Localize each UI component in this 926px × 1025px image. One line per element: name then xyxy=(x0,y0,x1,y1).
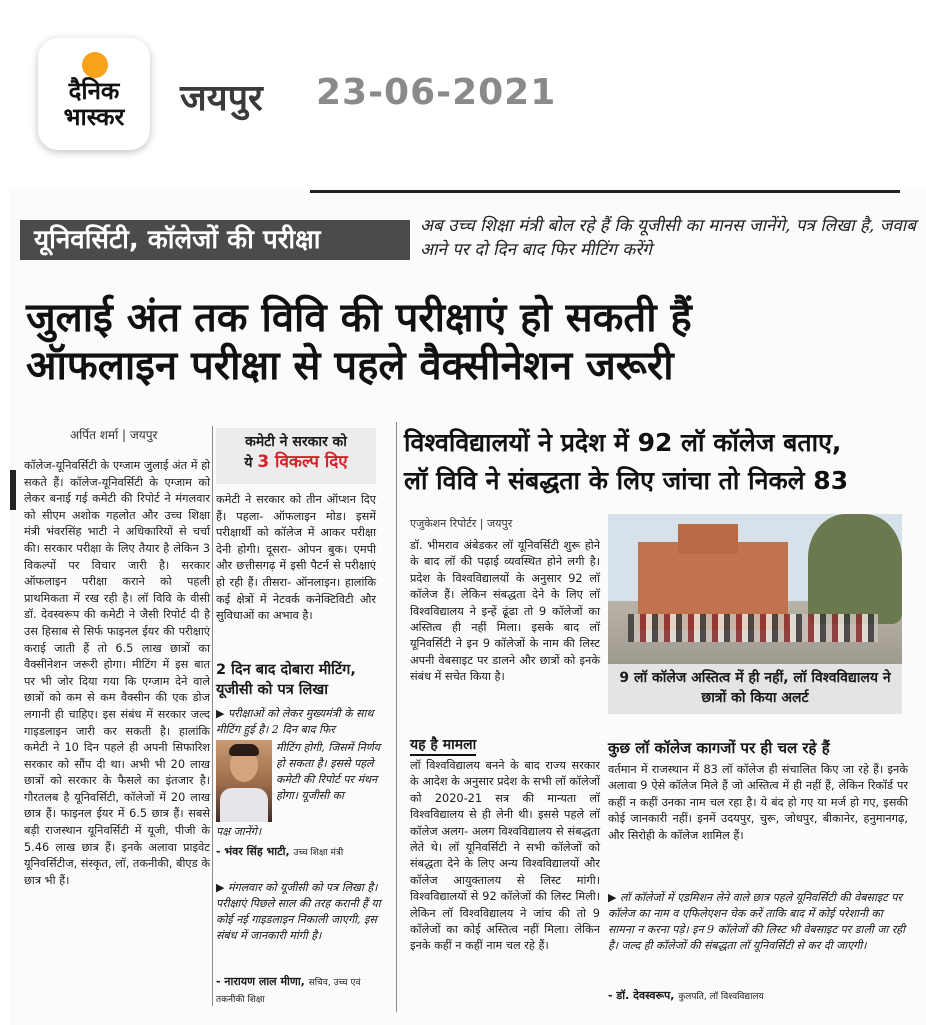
edition-city: जयपुर xyxy=(180,78,263,119)
dainik-bhaskar-logo[interactable] xyxy=(38,38,150,150)
newspaper-clipping[interactable] xyxy=(10,190,926,1025)
law-body-part3: वर्तमान में राजस्थान में 83 लॉ कॉलेज ही संचालित किए जा रहे हैं। इनके अलावा 9 ऐसे कॉलेज मिले हैं जो अस्तित्व में ही नहीं हैं, लेकिन रिकॉर्ड पर कहीं न कहीं उनका नाम चल रहा है। ये बंद हो गए या मर्ज हो गए, इसकी कोई जानकारी नहीं। इनमें उदयपुर, चुरू, जोधपुर, बीकानेर, हनुमानगढ़, और सिरोही के कॉलेज शामिल हैं। xyxy=(608,763,908,842)
headline-line1: जुलाई अंत तक विवि की परीक्षाएं हो सकती हैं xyxy=(26,295,692,341)
options-box-heading xyxy=(216,428,376,484)
sig1-name: - भंवर सिंह भाटी, xyxy=(216,845,290,858)
box-line2 xyxy=(216,452,376,473)
photo-building-dome xyxy=(678,524,738,554)
meeting-subhead: 2 दिन बाद दोबारा मीटिंग, यूजीसी को पत्र लिखा xyxy=(216,662,356,698)
minister-photo xyxy=(216,740,272,822)
photo-shirt xyxy=(220,788,268,822)
column-divider xyxy=(212,426,213,1006)
kicker-text: अब उच्च शिक्षा मंत्री बोल रहे हैं कि यूजीसी का मानस जानेंगे, पत्र लिखा है, जवाब आने पर दो दिन बाद फिर मीटिंग करेंगे xyxy=(420,216,916,260)
minister-signature xyxy=(216,844,382,859)
top-rule xyxy=(310,190,900,193)
law-body-part2: लॉ विश्वविद्यालय बनने के बाद राज्य सरकार के आदेश के अनुसार प्रदेश के सभी लॉ कॉलेजों को 2020-21 सत्र की मान्यता लॉ विश्वविद्यालय से ही लेनी थी। इससे पहले लॉ कॉलेज अलग- अलग विश्वविद्यालय से संबद्धता लेते थे। लॉ यूनिवर्सिटी ने सभी कॉलेजों को संबद्धता देने के लिए अन्य विश्वविद्यालयों और कॉलेज आयुक्तालय से लिस्ट मांगी। विश्वविद्यालयों से 92 कॉलेजों की लिस्ट मिली। लेकिन लॉ विश्वविद्यालय ने जांच की तो 9 कॉलेजों का कोई अस्तित्व नहीं मिला। लेकिन इनके कहीं न कहीं नाम चल रहे हैं। xyxy=(410,759,600,953)
paper-colleges-subhead: कुछ लॉ कॉलेज कागजों पर ही चल रहे हैं xyxy=(608,739,830,757)
minister-quote-part3: पक्ष जानेंगे। xyxy=(216,825,262,838)
photo-tree xyxy=(808,514,902,624)
photo-hair xyxy=(229,744,259,756)
left-rule xyxy=(10,470,16,510)
sig2-title: सचिव, उच्च एवं तकनीकी शिक्षा xyxy=(216,978,361,1005)
box-line1: कमेटी ने सरकार को xyxy=(245,434,347,450)
photo-crowd xyxy=(628,614,878,642)
law-body-part1: डॉ. भीमराव अंबेडकर लॉ यूनिवर्सिटी शुरू होने के बाद लॉ की पढ़ाई व्यवस्थित होने लगी है। प्रदेश के विश्वविद्यालयों के अनुसार 92 लॉ कॉलेज हैं। लेकिन संबद्धता देने के लिए लॉ विश्वविद्यालय ने इन्हें ढूंढा तो 9 कॉलेजों का अस्तित्व ही नहीं मिला। इसके बाद लॉ यूनिवर्सिटी ने इन 9 कॉलेजों के नाम की लिस्ट अपनी वेबसाइट पर डालने और छात्रों को इनके संबंध में सचेत किया है। xyxy=(410,539,600,684)
options-body: कमेटी ने सरकार को तीन ऑप्शन दिए हैं। पहला- ऑफलाइन मोड। इसमें परीक्षार्थी को कॉलेज में आकर परीक्षा देनी होगी। दूसरा- ओपन बुक। एमपी और छत्तीसगढ़ में इसी पैटर्न से परीक्षाएं हो रही हैं। तीसरा- ऑनलाइन। हालांकि कई क्षेत्रों में नेटवर्क कनेक्टिविटी और सुविधाओं का अभाव है। xyxy=(216,493,376,623)
vc-signature xyxy=(608,988,908,1003)
sig3-name: - डॉ. देवस्वरूप, xyxy=(608,989,675,1002)
minister-quote-part2: मीटिंग होगी, जिसमें निर्णय हो सकता है। इससे पहले कमेटी की रिपोर्ट पर मंथन होगा। यूजीसी का xyxy=(276,741,381,802)
headline-line2: ऑफलाइन परीक्षा से पहले वैक्सीनेशन जरूरी xyxy=(26,343,674,389)
vc-quote: ▶ लॉ कॉलेजों में एडमिशन लेने वाले छात्र पहले यूनिवर्सिटी की वेबसाइट पर कॉलेज का नाम व एफिलेएशन चेक करें ताकि बाद में कोई परेशानी का सामना न करना पड़े। इन 9 कॉलेजों की लिस्ट भी वेबसाइट पर डाली जा रही है। जल्द ही कॉलेजों की संबद्धता लॉ यूनिवर्सिटी से कर दी जाएगी। xyxy=(608,891,905,952)
sig3-title: कुलपति, लॉ विश्वविद्यालय xyxy=(678,992,764,1002)
law-headline-line2: लॉ विवि ने संबद्धता के लिए जांचा तो निकले 83 xyxy=(404,466,849,495)
education-byline: एजुकेशन रिपोर्टर | जयपुर xyxy=(410,517,513,530)
logo-line2: भास्कर xyxy=(63,103,125,131)
case-section-head: यह है मामला xyxy=(410,735,476,756)
university-photo xyxy=(608,514,902,664)
sig1-title: उच्च शिक्षा मंत्री xyxy=(293,848,344,858)
law-headline-line1: विश्वविद्यालयों ने प्रदेश में 92 लॉ कॉलेज बताए, xyxy=(404,428,842,457)
byline: अर्पित शर्मा | जयपुर xyxy=(70,428,158,442)
secretary-signature xyxy=(216,974,382,1008)
photo-caption: 9 लॉ कॉलेज अस्तित्व में ही नहीं, लॉ विश्वविद्यालय ने छात्रों को किया अलर्ट xyxy=(608,664,902,714)
section-strap: यूनिवर्सिटी, कॉलेजों की परीक्षा xyxy=(20,220,410,260)
law-college-headline xyxy=(404,424,914,500)
box-line2-red: 3 विकल्प दिए xyxy=(257,452,348,472)
edition-date: 23-06-2021 xyxy=(316,72,557,113)
sun-icon xyxy=(82,52,108,78)
secretary-quote: ▶ मंगलवार को यूजीसी को पत्र लिखा है। परीक्षाएं पिछले साल की तरह करानी हैं या कोई नई गाइडलाइन निकाली जाएगी, इस संबंध में जानकारी मांगी है। xyxy=(216,881,381,942)
column-divider xyxy=(396,422,397,1012)
main-headline xyxy=(26,294,906,390)
sig2-name: - नारायण लाल मीणा, xyxy=(216,975,305,988)
logo-line1: दैनिक xyxy=(68,77,120,105)
app-header xyxy=(0,0,926,185)
box-line2-pre: ये xyxy=(244,455,258,471)
body-left-column: कॉलेज-यूनिवर्सिटी के एग्जाम जुलाई अंत में हो सकते हैं। कॉलेज-यूनिवर्सिटी के एग्जाम को लेकर बनाई गई कमेटी की रिपोर्ट ने मंगलवार को सीएम अशोक गहलोत और उच्च शिक्षा मंत्री भंवरसिंह भाटी ने अधिकारियों से चर्चा की। सरकार परीक्षा के लिए तैयार है लेकिन 3 विकल्पों पर विचार जारी है। सरकार ऑफलाइन परीक्षा कराने को पहली प्राथमिकता में रख रही है। लॉ विवि के वीसी डॉ. देवस्वरूप की कमेटी ने जैसी रिपोर्ट दी है उस हिसाब से सिर्फ फाइनल ईयर की परीक्षाएं कराई जाती हैं तो 6.5 लाख छात्रों का वैक्सीनेशन जरूरी होगा। मीटिंग में इस बात पर भी जोर दिया गया कि एग्जाम देने वाले छात्रों को कम से कम वैक्सीन की एक डोज लगानी ही चाहिए। इस संबंध में सरकार जल्द गाइडलाइन जारी कर सकती है। हालांकि कमेटी ने 10 दिन पहले ही अपनी सिफारिश सरकार को सौंप दी था। अभी भी 20 लाख छात्रों को सरकार के फैसले का इंतजार है। गौरतलब है यूनिवर्सिटी, कॉलेजों में 20 लाख छात्र हैं। फाइनल ईयर में 6.5 छात्र हैं। सबसे बड़ी राजस्थान यूनिवर्सिटी में यूजी, पीजी के 5.46 लाख छात्र हैं। इनके अलावा प्राइवेट यूनिवर्सिटीज, संस्कृत, लॉ, तकनीकी, बीएड के छात्र भी हैं। xyxy=(24,459,210,887)
minister-quote-part1: ▶ परीक्षाओं को लेकर मुख्यमंत्री के साथ मीटिंग हुई है। 2 दिन बाद फिर xyxy=(216,707,374,736)
